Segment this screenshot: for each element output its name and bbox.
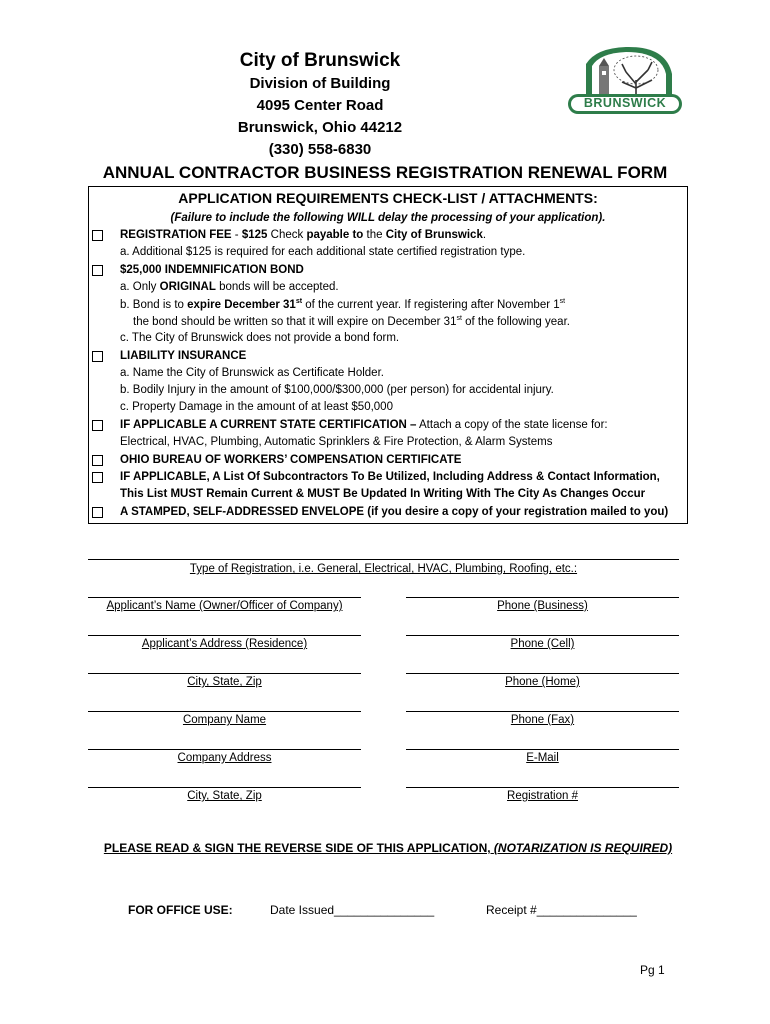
company-address-line[interactable]: [88, 749, 361, 750]
division-name: Division of Building: [249, 75, 391, 92]
item-liability: LIABILITY INSURANCE: [120, 350, 247, 362]
email-label: E-Mail: [526, 752, 559, 764]
type-field-label: Type of Registration, i.e. General, Electrical, HVAC, Plumbing, Roofing, etc.:: [189, 563, 578, 575]
registration-number-line[interactable]: [406, 787, 679, 788]
company-name-line[interactable]: [88, 711, 361, 712]
phone-business-line[interactable]: [406, 597, 679, 598]
checkbox-workers-comp[interactable]: [92, 455, 103, 466]
item-certification: IF APPLICABLE A CURRENT STATE CERTIFICATION – Attach a copy of the state license for:: [120, 419, 608, 431]
requirements-title: APPLICATION REQUIREMENTS CHECK-LIST / ATTACHMENTS:: [178, 190, 598, 206]
applicant-address-line[interactable]: [88, 635, 361, 636]
item-subcontractors-cont: This List MUST Remain Current & MUST Be Updated In Writing With The City As Changes Occur: [120, 488, 646, 500]
checkbox-subcontractors[interactable]: [92, 472, 103, 483]
logo-text: BRUNSWICK: [583, 96, 667, 110]
date-issued-field[interactable]: Date Issued_______________: [270, 903, 435, 917]
company-name-label: Company Name: [182, 714, 267, 726]
city-title: City of Brunswick: [239, 50, 401, 71]
item-bond-a: a. Only ORIGINAL bonds will be accepted.: [120, 281, 339, 293]
applicant-name-line[interactable]: [88, 597, 361, 598]
registration-number-label: Registration #: [507, 790, 578, 802]
item-subcontractors: IF APPLICABLE, A List Of Subcontractors To Be Utilized, Including Address & Contact Information,: [120, 471, 660, 483]
checkbox-registration-fee[interactable]: [92, 230, 103, 241]
item-bond-b: b. Bond is to expire December 31st of the current year. If registering after November 1st: [120, 298, 566, 311]
item-liability-b: b. Bodily Injury in the amount of $100,000/$300,000 (per person) for accidental injury.: [120, 384, 554, 396]
item-registration-fee: REGISTRATION FEE - $125 Check payable to the City of Brunswick.: [120, 229, 487, 241]
page-number: Pg 1: [640, 963, 665, 977]
item-liability-c: c. Property Damage in the amount of at least $50,000: [120, 401, 393, 413]
phone-fax-label: Phone (Fax): [510, 714, 575, 726]
item-bond: $25,000 INDEMNIFICATION BOND: [120, 264, 304, 276]
office-use-label: FOR OFFICE USE:: [128, 903, 233, 917]
phone-cell-label: Phone (Cell): [510, 638, 575, 650]
city-state-zip-2-line[interactable]: [88, 787, 361, 788]
company-address-label: Company Address: [177, 752, 272, 764]
item-workers-comp: OHIO BUREAU OF WORKERS’ COMPENSATION CERTIFICATE: [120, 454, 462, 466]
applicant-name-label: Applicant’s Name (Owner/Officer of Company): [106, 600, 343, 612]
form-title: ANNUAL CONTRACTOR BUSINESS REGISTRATION RENEWAL FORM: [102, 163, 668, 182]
phone-fax-line[interactable]: [406, 711, 679, 712]
notarization-notice: PLEASE READ & SIGN THE REVERSE SIDE OF THIS APPLICATION, (NOTARIZATION IS REQUIRED): [103, 841, 673, 855]
email-line[interactable]: [406, 749, 679, 750]
type-field-line[interactable]: [88, 559, 679, 560]
brunswick-logo: [566, 44, 684, 118]
item-certification-types: Electrical, HVAC, Plumbing, Automatic Sprinklers & Fire Protection, & Alarm Systems: [120, 436, 553, 448]
requirements-note: (Failure to include the following WILL delay the processing of your application).: [170, 212, 606, 224]
checkbox-certification[interactable]: [92, 420, 103, 431]
phone-home-label: Phone (Home): [505, 676, 580, 688]
office-phone: (330) 558-6830: [268, 141, 372, 158]
phone-home-line[interactable]: [406, 673, 679, 674]
receipt-field[interactable]: Receipt #_______________: [486, 903, 637, 917]
checkbox-liability[interactable]: [92, 351, 103, 362]
checkbox-envelope[interactable]: [92, 507, 103, 518]
city-state-zip-1-label: City, State, Zip: [187, 676, 262, 688]
phone-business-label: Phone (Business): [497, 600, 588, 612]
item-liability-a: a. Name the City of Brunswick as Certificate Holder.: [120, 367, 384, 379]
street-address: 4095 Center Road: [256, 97, 384, 114]
applicant-address-label: Applicant’s Address (Residence): [141, 638, 308, 650]
city-state-zip-1-line[interactable]: [88, 673, 361, 674]
checkbox-bond[interactable]: [92, 265, 103, 276]
phone-cell-line[interactable]: [406, 635, 679, 636]
city-state-zip-2-label: City, State, Zip: [187, 790, 262, 802]
item-bond-c: c. The City of Brunswick does not provide a bond form.: [120, 332, 400, 344]
item-fee-detail: a. Additional $125 is required for each additional state certified registration type.: [120, 246, 526, 258]
item-envelope: A STAMPED, SELF-ADDRESSED ENVELOPE (if you desire a copy of your registration mailed to you): [120, 506, 669, 518]
city-state-zip: Brunswick, Ohio 44212: [237, 119, 403, 136]
item-bond-b-cont: the bond should be written so that it will expire on December 31st of the following year.: [133, 315, 570, 328]
